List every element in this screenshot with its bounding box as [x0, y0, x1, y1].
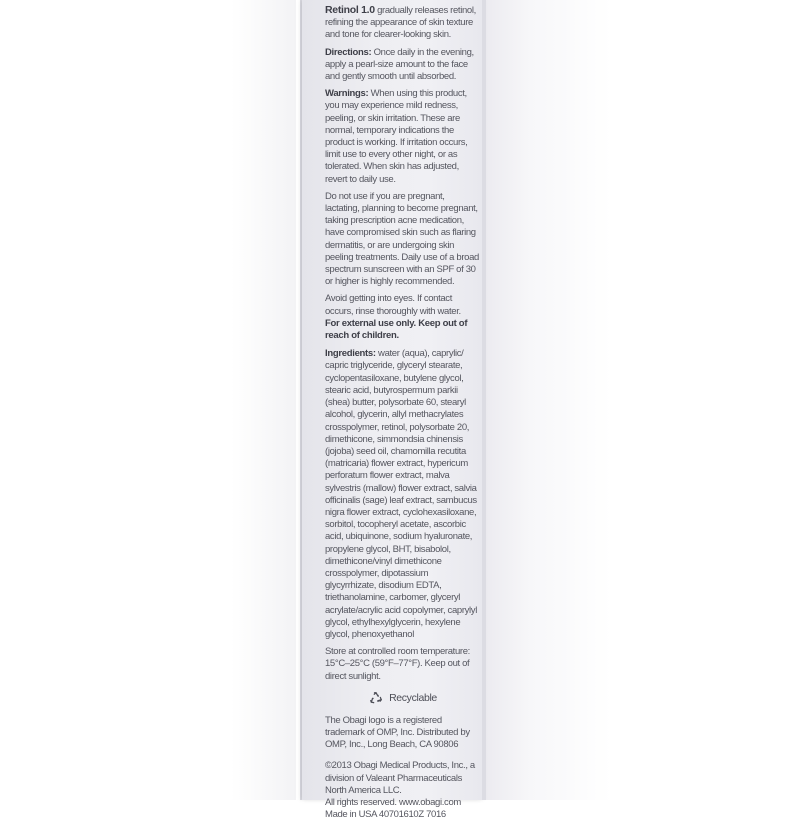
copyright-text: ©2013 Obagi Medical Products, Inc., a division of Valeant Pharmaceuticals North America LLC. — [325, 760, 475, 796]
ingredients-text: water (aqua), caprylic/ capric triglyceride, glyceryl stearate, cyclopentasiloxane, butylene glycol, stearic acid, butyrospermum parkii (shea) butter, polysorbate 60, stearyl alcohol, glycerin, allyl methacrylates crosspolymer, retinol, polysorbate 20, dimethicone, simmondsia chinensis (jojoba) seed oil, chamomilla recutita (matricaria) flower extract, hypericum perforatum flower extract, malva sylvestris (mallow) flower extract, salvia officinalis (sage) leaf extract, sambucus nigra flower extract, cyclohexasiloxane, sorbitol, tocopheryl acetate, ascorbic acid, ubiquinone, sodium hyaluronate, propylene glycol, BHT, bisabolol, dimethicone/vinyl dimethicone crosspolymer, dipotassium glycyrrhizate, disodium EDTA, triethanolamine, carbomer, glyceryl acrylate/acrylic acid copolymer, caprylyl glycol, ethylhexylglycerin, hexylene glycol, phenoxyethanol — [325, 348, 477, 640]
trademark-notice: The Obagi logo is a registered trademark of OMP, Inc. Distributed by OMP, Inc., Long Beach, CA 90806 — [325, 714, 470, 751]
warnings-paragraph — [325, 88, 481, 186]
warnings-text: When using this product, you may experience mild redness, peeling, or skin irritation. These are normal, temporary indications the product is working. If irritation occurs, limit use to every other night, or as tolerated. When skin has adjusted, revert to daily use. — [325, 88, 468, 185]
product-name: Retinol 1.0 — [325, 4, 375, 16]
eyes-paragraph — [325, 293, 481, 342]
eyes-text: Avoid getting into eyes. If contact occurs, rinse thoroughly with water. — [325, 293, 461, 317]
background-right — [486, 0, 800, 800]
label-text — [325, 4, 481, 821]
copyright-notice — [325, 760, 481, 821]
recyclable-label: Recyclable — [389, 691, 437, 704]
directions-text: Once daily in the evening, apply a pearl-size amount to the face and gently smooth until absorbed. — [325, 46, 474, 83]
background-left — [0, 0, 296, 800]
made-in-text: Made in USA 40701610Z 7016 — [325, 809, 446, 821]
do-not-use-paragraph: Do not use if you are pregnant, lactating, planning to become pregnant, taking prescription acne medication, have compromised skin such as flaring dermatitis, or are undergoing skin peeling treatments. Daily use of a broad spectrum sunscreen with an SPF of 30 or higher is highly recommended. — [325, 190, 479, 288]
recyclable-badge — [325, 691, 481, 705]
storage-paragraph: Store at controlled room temperature: 15°C–25°C (59°F–77°F). Keep out of direct sunlight. — [325, 646, 470, 682]
ingredients-paragraph — [325, 348, 481, 641]
legal-block — [325, 715, 481, 821]
box-edge-right — [482, 0, 486, 800]
intro-text: gradually releases retinol, refining the appearance of skin texture and tone for clearer-looking skin. — [325, 5, 476, 41]
warnings-label: Warnings: — [325, 88, 369, 100]
rights-text: All rights reserved. www.obagi.com — [325, 796, 461, 808]
directions-label: Directions: — [325, 46, 372, 58]
intro-paragraph — [325, 4, 481, 42]
ingredients-label: Ingredients: — [325, 348, 376, 360]
recycle-icon — [369, 691, 383, 705]
directions-paragraph — [325, 47, 481, 84]
external-use-warning: For external use only. Keep out of reach of children. — [325, 317, 468, 342]
